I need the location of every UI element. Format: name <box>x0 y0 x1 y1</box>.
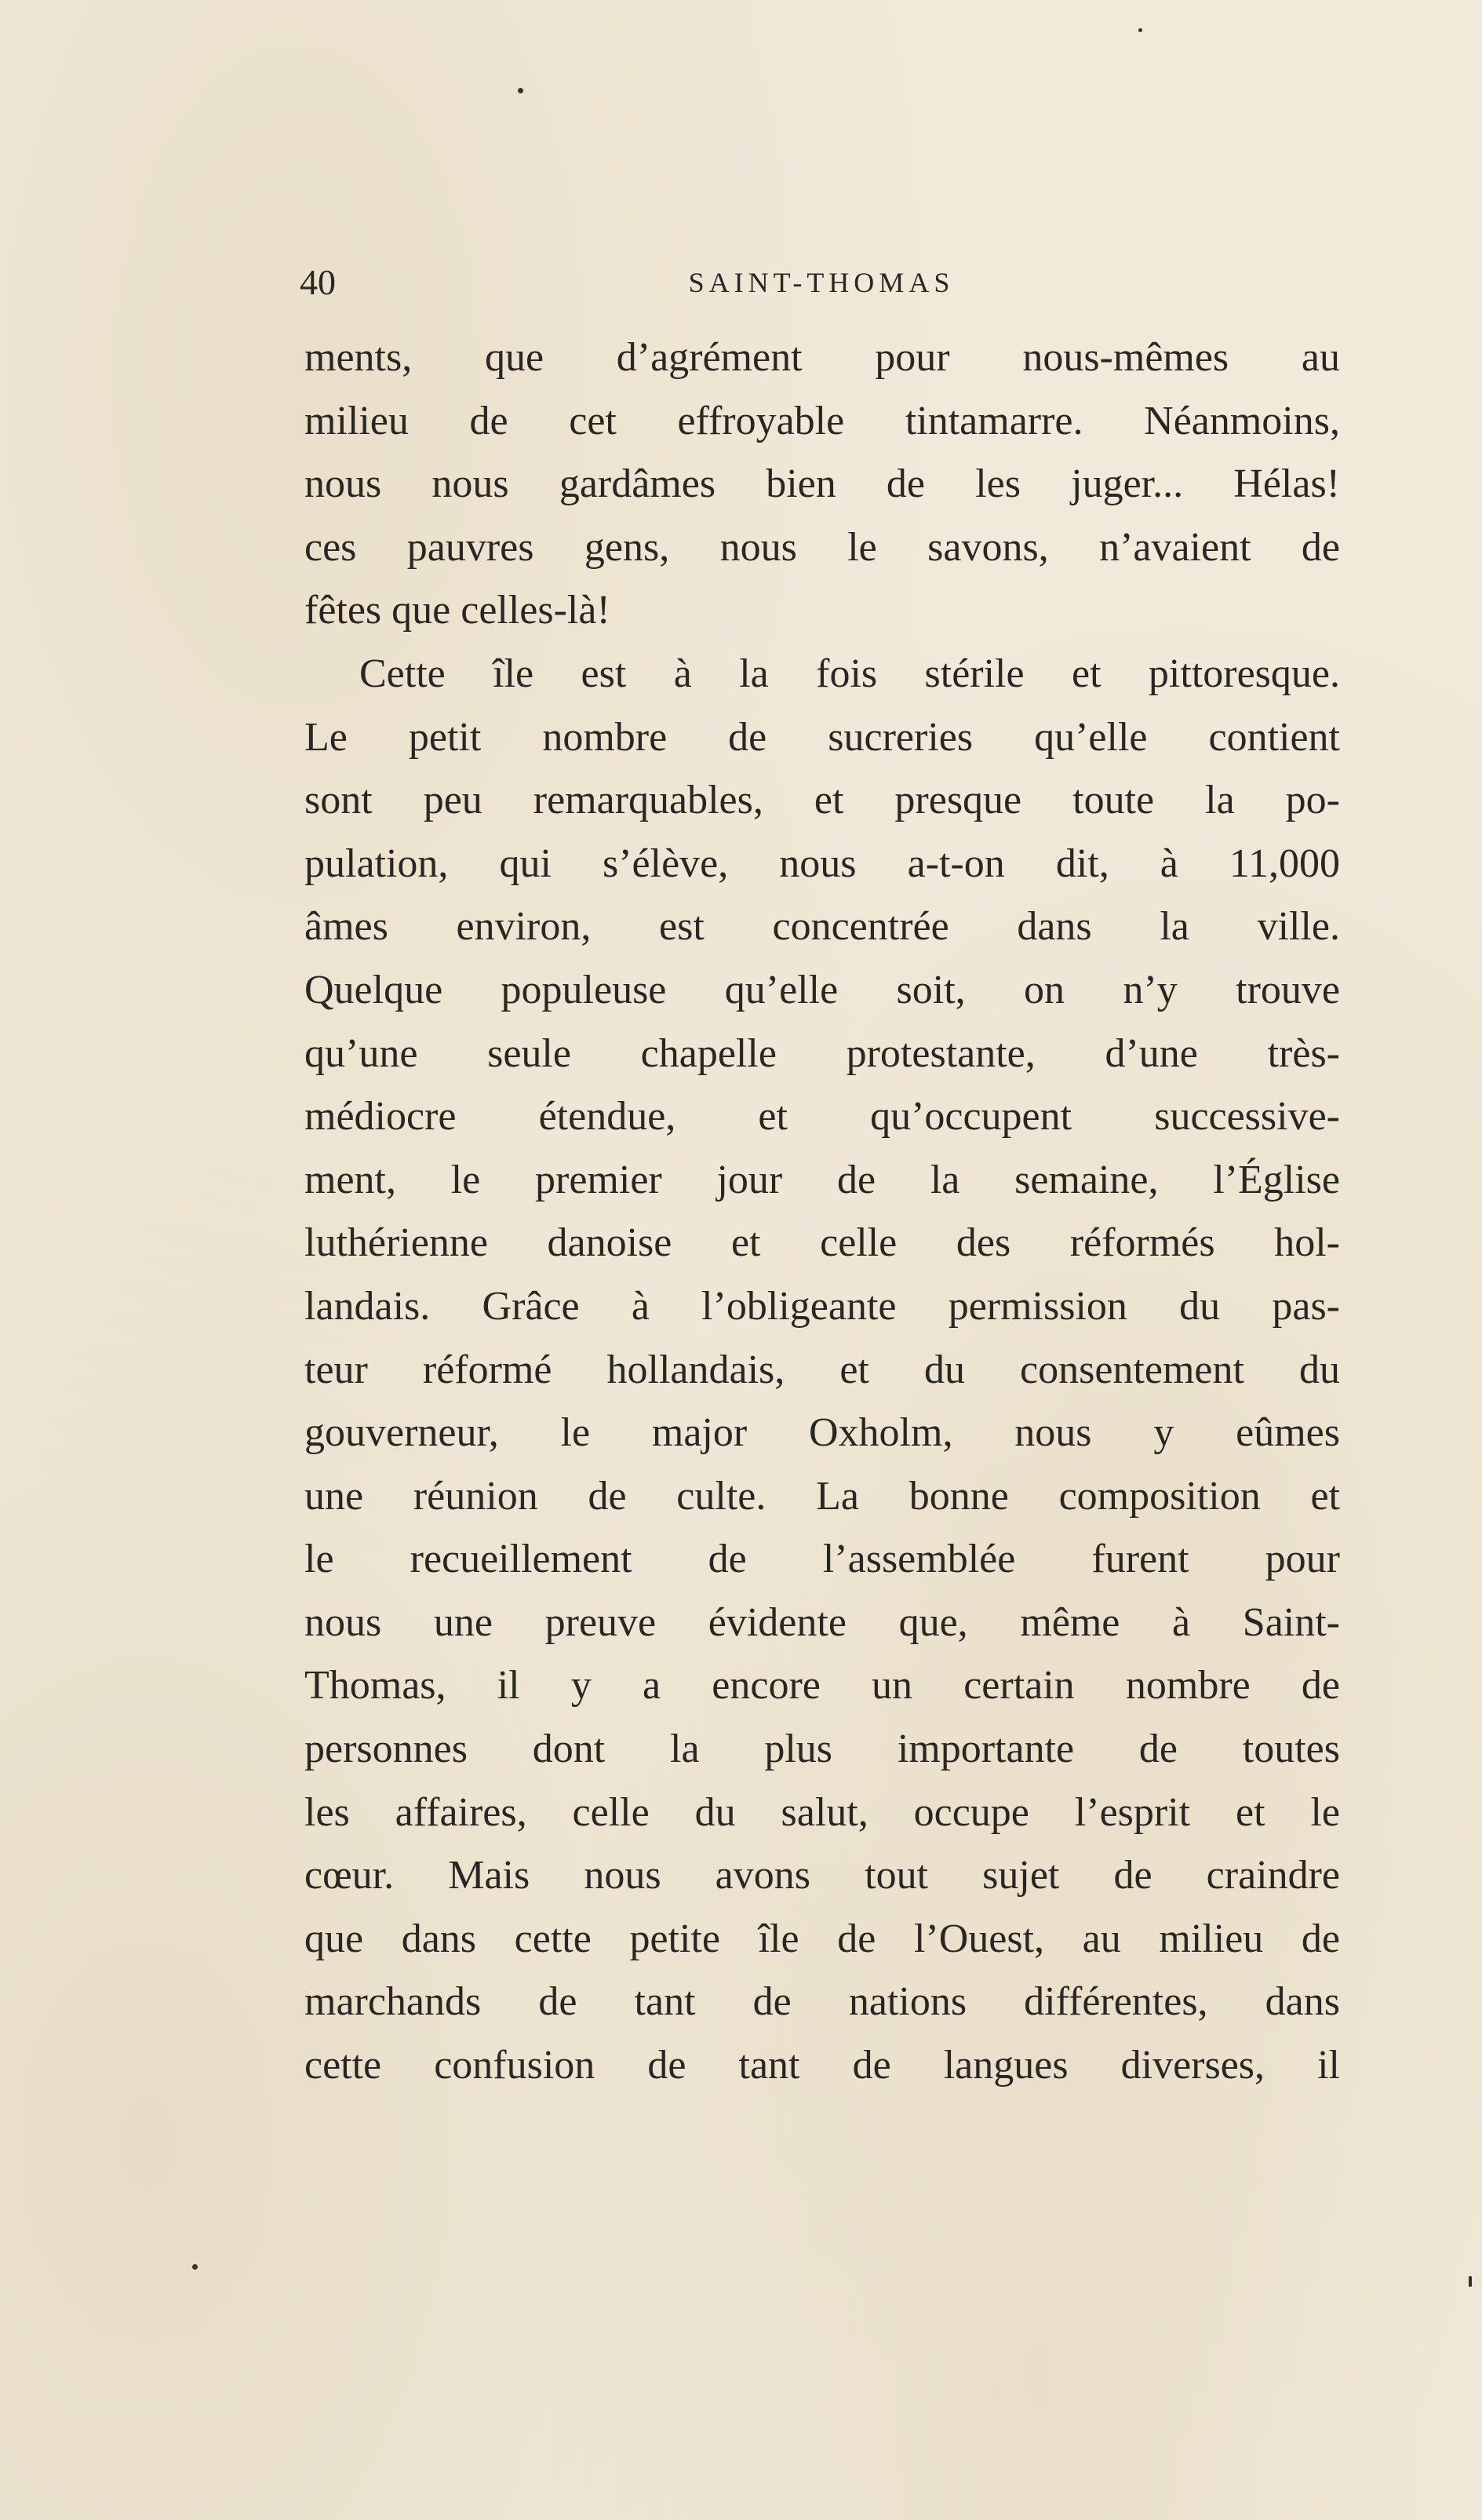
page-number: 40 <box>300 262 336 302</box>
ink-speck <box>518 88 523 93</box>
text-line: nous une preuve évidente que, même à Saint- <box>304 1599 1340 1645</box>
text-line: les affaires, celle du salut, occupe l’esprit et le <box>304 1789 1340 1835</box>
text-line: qu’une seule chapelle protestante, d’une très- <box>304 1030 1340 1076</box>
text-line: milieu de cet effroyable tintamarre. Néanmoins, <box>304 398 1340 443</box>
text-line: gouverneur, le major Oxholm, nous y eûmes <box>304 1410 1340 1456</box>
page-header <box>300 259 1343 306</box>
text-line: cœur. Mais nous avons tout sujet de craindre <box>304 1853 1340 1898</box>
text-line: Cette île est à la fois stérile et pittoresque. <box>359 651 1340 696</box>
text-line: âmes environ, est concentrée dans la ville. <box>304 904 1340 950</box>
text-line: luthérienne danoise et celle des réformés hol- <box>304 1220 1340 1266</box>
text-line: médiocre étendue, et qu’occupent successive- <box>304 1094 1340 1140</box>
text-line: fêtes que celles-là! <box>304 588 610 633</box>
ink-speck <box>192 2264 198 2270</box>
text-line: une réunion de culte. La bonne composition et <box>304 1473 1340 1519</box>
ink-speck <box>1469 2276 1472 2287</box>
text-line: Quelque populeuse qu’elle soit, on n’y trouve <box>304 967 1340 1012</box>
body-text <box>304 326 1340 2098</box>
text-line: pulation, qui s’élève, nous a-t-on dit, à 11,000 <box>304 841 1340 886</box>
text-line: marchands de tant de nations différentes, dans <box>304 1979 1340 2025</box>
text-line: ments, que d’agrément pour nous-mêmes au <box>304 335 1340 380</box>
text-line: ces pauvres gens, nous le savons, n’avaient de <box>304 524 1340 570</box>
running-title: SAINT-THOMAS <box>688 267 955 298</box>
text-line: teur réformé hollandais, et du consentement du <box>304 1347 1340 1392</box>
ink-speck <box>1138 28 1142 32</box>
text-line: le recueillement de l’assemblée furent pour <box>304 1537 1340 1582</box>
text-line: landais. Grâce à l’obligeante permission du pas- <box>304 1283 1340 1329</box>
text-line: personnes dont la plus importante de toutes <box>304 1727 1340 1772</box>
text-line: Le petit nombre de sucreries qu’elle contient <box>304 714 1340 760</box>
text-line: ment, le premier jour de la semaine, l’Église <box>304 1157 1340 1202</box>
text-line: Thomas, il y a encore un certain nombre de <box>304 1663 1340 1709</box>
text-line: sont peu remarquables, et presque toute la po- <box>304 778 1340 823</box>
text-line: nous nous gardâmes bien de les juger... Hélas! <box>304 461 1340 507</box>
text-line: cette confusion de tant de langues diverses, il <box>304 2043 1340 2088</box>
text-line: que dans cette petite île de l’Ouest, au milieu de <box>304 1916 1340 1961</box>
